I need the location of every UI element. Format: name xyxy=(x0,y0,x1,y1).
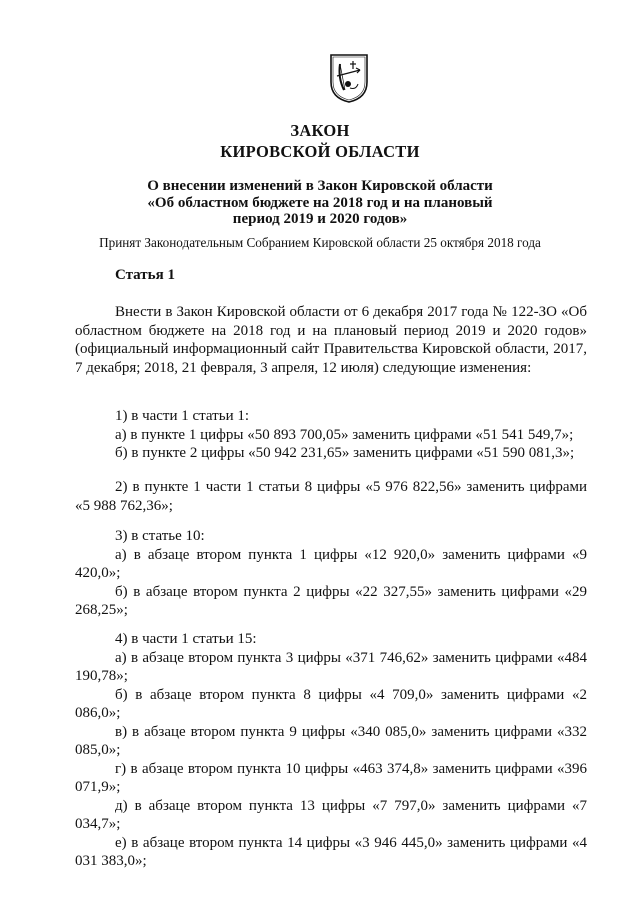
item-2 xyxy=(75,478,587,515)
item-4-head: 4) в части 1 статьи 15: xyxy=(115,631,257,647)
coat-of-arms-icon xyxy=(328,52,370,104)
item-4-d: г) в абзаце втором пункта 10 цифры «463 374,8» заменить цифрами «396 071,9»; xyxy=(75,760,587,795)
item-4-b: б) в абзаце втором пункта 8 цифры «4 709,0» заменить цифрами «2 086,0»; xyxy=(75,686,587,721)
item-4-f: е) в абзаце втором пункта 14 цифры «3 946 445,0» заменить цифрами «4 031 383,0»; xyxy=(75,834,587,869)
item-1-a: а) в пункте 1 цифры «50 893 700,05» заменить цифрами «51 541 549,7»; xyxy=(115,426,574,443)
item-3 xyxy=(75,527,587,620)
item-4 xyxy=(75,630,587,871)
article-intro xyxy=(75,303,587,377)
item-4-a: а) в абзаце втором пункта 3 цифры «371 746,62» заменить цифрами «484 190,78»; xyxy=(75,649,587,684)
item-2-text: 2) в пункте 1 части 1 статьи 8 цифры «5 976 822,56» заменить цифрами «5 988 762,36»; xyxy=(75,479,587,514)
law-subject xyxy=(0,178,640,228)
intro-paragraph: Внести в Закон Кировской области от 6 декабря 2017 года № 122-ЗО «Об областном бюджете на 2018 год и на плановый период 2019 и 2020 годов» (официальный информационный сайт Правительства Кировской области, 2017, 7 декабря; 2018, 21 февраля, 3 апреля, 12 июля) следующие изменения: xyxy=(75,304,587,376)
item-4-e: д) в абзаце втором пункта 13 цифры «7 797,0» заменить цифрами «7 034,7»; xyxy=(75,797,587,832)
law-word: ЗАКОН xyxy=(290,121,350,140)
item-3-b: б) в абзаце втором пункта 2 цифры «22 327,55» заменить цифрами «29 268,25»; xyxy=(75,583,587,618)
law-heading xyxy=(0,120,640,162)
adoption-note: Принят Законодательным Собранием Кировской области 25 октября 2018 года xyxy=(99,235,541,250)
item-1-b: б) в пункте 2 цифры «50 942 231,65» заменить цифрами «51 590 081,3»; xyxy=(115,445,575,461)
item-4-c: в) в абзаце втором пункта 9 цифры «340 085,0» заменить цифрами «332 085,0»; xyxy=(75,723,587,758)
item-3-head: 3) в статье 10: xyxy=(115,528,205,544)
subject-line-2: «Об областном бюджете на 2018 год и на плановый xyxy=(147,194,493,211)
item-1-head: 1) в части 1 статьи 1: xyxy=(115,408,250,424)
subject-line-1: О внесении изменений в Закон Кировской области xyxy=(147,178,493,194)
item-1 xyxy=(75,407,587,463)
subject-line-3: период 2019 и 2020 годов» xyxy=(232,211,408,227)
region-name: КИРОВСКОЙ ОБЛАСТИ xyxy=(220,142,420,161)
article-title: Статья 1 xyxy=(115,267,175,283)
item-3-a: а) в абзаце втором пункта 1 цифры «12 920,0» заменить цифрами «9 420,0»; xyxy=(75,546,587,581)
